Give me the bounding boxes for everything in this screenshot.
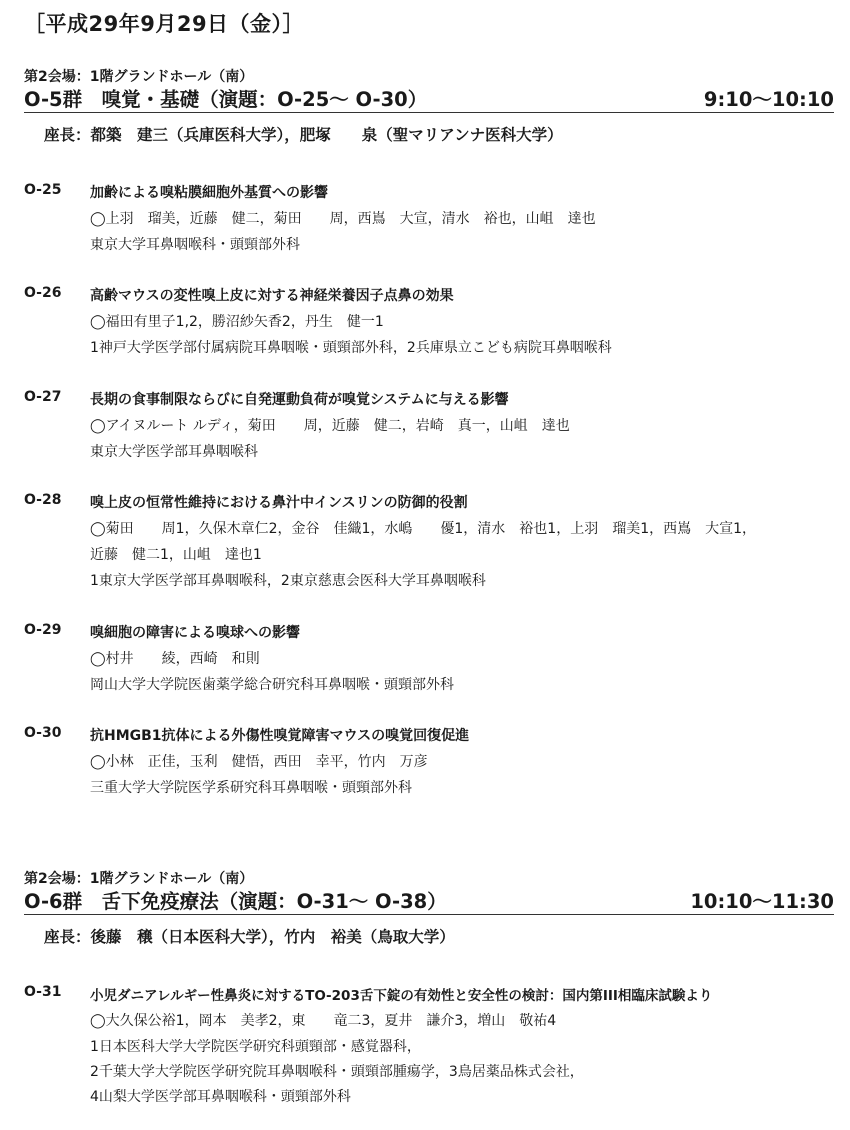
abstract-title: 嗅上皮の恒常性維持における鼻汁中インスリンの防御的役割: [90, 495, 468, 511]
abstract-title: 加齢による嗅粘膜細胞外基質への影響: [90, 185, 328, 201]
session-title-row: [24, 884, 834, 915]
abstract-affiliation: 東京大学医学部耳鼻咽喉科: [90, 444, 258, 460]
session-venue: 第2会場：1階グランドホール（南）: [24, 871, 254, 887]
abstract-title: 長期の食事制限ならびに自発運動負荷が嗅覚システムに与える影響: [90, 392, 509, 408]
session-title-row: [24, 82, 834, 113]
abstract-affiliation: 2千葉大学大学院医学研究院耳鼻咽喉科・頭頸部腫瘍学，3鳥居薬品株式会社，: [90, 1064, 584, 1080]
abstract-affiliation: 三重大学大学院医学系研究科耳鼻咽喉・頭頸部外科: [90, 780, 412, 796]
session-time: 9:10～10:10: [703, 88, 834, 111]
abstract-affiliation: 1神戸大学医学部付属病院耳鼻咽喉・頭頸部外科，2兵庫県立こども病院耳鼻咽喉科: [90, 340, 612, 356]
session-chair: 座長：都築 建三（兵庫医科大学），肥塚 泉（聖マリアンナ医科大学）: [44, 126, 563, 144]
abstract-id: O-31: [24, 984, 62, 1000]
session-time: 10:10～11:30: [690, 890, 834, 913]
abstract-title: 抗HMGB1抗体による外傷性嗅覚障害マウスの嗅覚回復促進: [90, 728, 470, 744]
abstract-affiliation: 1日本医科大学大学院医学研究科頭頸部・感覚器科，: [90, 1039, 421, 1055]
abstract-authors: ◯福田有里子1,2，勝沼紗矢香2，丹生 健一1: [90, 314, 384, 330]
abstract-affiliation: 岡山大学大学院医歯薬学総合研究科耳鼻咽喉・頭頸部外科: [90, 677, 454, 693]
abstract-affiliation: 4山梨大学医学部耳鼻咽喉科・頭頸部外科: [90, 1089, 351, 1105]
abstract-id: O-30: [24, 725, 62, 741]
session-venue: 第2会場：1階グランドホール（南）: [24, 69, 254, 85]
abstract-authors: ◯村井 綾，西崎 和則: [90, 651, 260, 667]
abstract-authors: ◯アイヌルート ルディ，菊田 周，近藤 健二，岩崎 真一，山岨 達也: [90, 418, 570, 434]
abstract-affiliation: 1東京大学医学部耳鼻咽喉科，2東京慈恵会医科大学耳鼻咽喉科: [90, 573, 486, 589]
abstract-id: O-26: [24, 285, 62, 301]
abstract-authors: ◯大久保公裕1，岡本 美孝2，東 竜二3，夏井 謙介3，増山 敬祐4: [90, 1013, 557, 1029]
abstract-title: 小児ダニアレルギー性鼻炎に対するTO-203舌下錠の有効性と安全性の検討：国内第III相臨床試験より: [90, 988, 713, 1004]
abstract-authors: ◯菊田 周1，久保木章仁2，金谷 佳織1，水嶋 優1，清水 裕也1，上羽 瑠美1，西嶌 大宣1，: [90, 521, 757, 537]
session-title: O-6群 舌下免疫療法（演題：O-31～ O-38）: [24, 890, 447, 913]
abstract-title: 嗅細胞の障害による嗅球への影響: [90, 625, 300, 641]
session-chair: 座長：後藤 穣（日本医科大学），竹内 裕美（鳥取大学）: [44, 928, 455, 946]
abstract-authors: ◯小林 正佳，玉利 健悟，西田 幸平，竹内 万彦: [90, 754, 428, 770]
abstract-affiliation: 東京大学耳鼻咽喉科・頭頸部外科: [90, 237, 300, 253]
abstract-id: O-25: [24, 182, 62, 198]
abstract-id: O-27: [24, 389, 62, 405]
abstract-id: O-29: [24, 622, 62, 638]
session-title: O-5群 嗅覚・基礎（演題：O-25～ O-30）: [24, 88, 428, 111]
date-header: ［平成29年9月29日（金）］: [24, 12, 305, 36]
abstract-title: 高齢マウスの変性嗅上皮に対する神経栄養因子点鼻の効果: [90, 288, 454, 304]
abstract-id: O-28: [24, 492, 62, 508]
abstract-authors: ◯上羽 瑠美，近藤 健二，菊田 周，西嶌 大宣，清水 裕也，山岨 達也: [90, 211, 596, 227]
abstract-authors: 近藤 健二1，山岨 達也1: [90, 547, 262, 563]
